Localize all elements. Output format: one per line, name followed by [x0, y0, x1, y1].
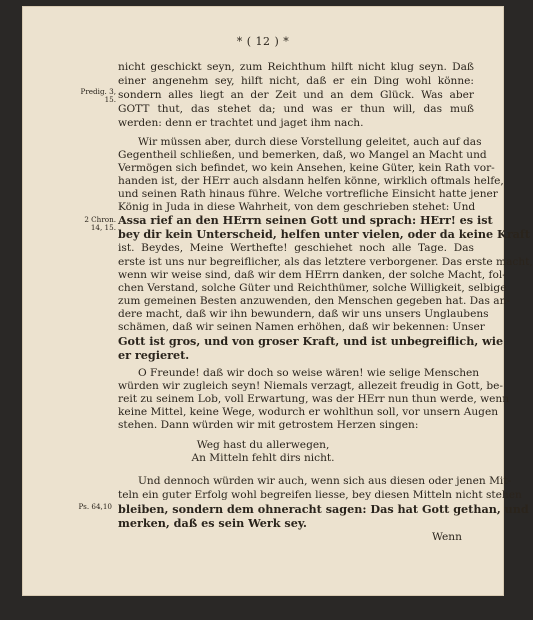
text-line: reit zu seinem Lob, voll Erwartung, was der HErr nun thun werde, wenn — [118, 393, 510, 405]
page-text — [22, 6, 533, 596]
text-line: wenn wir weise sind, daß wir dem HErrn danken, der solche Macht, fol- — [118, 269, 506, 281]
margin-note-chron: 2 Chron. 14, 15. — [84, 215, 116, 233]
verse-line: An Mitteln fehlt dirs nicht. — [191, 452, 335, 464]
text-line: handen ist, der HErr auch alsdann helfen könne, wirklich oftmals helfe, — [118, 175, 504, 187]
text-line: GOTT thut, das stehet da; und was er thun will, das muß — [118, 103, 474, 115]
margin-note-predig: Predig. 3, 15. — [80, 87, 116, 105]
text-line: bey dir kein Unterscheid, helfen unter vielen, oder da keine Kraft — [118, 227, 530, 241]
text-line: stehen. Dann würden wir mit getrostem Herzen singen: — [118, 419, 419, 431]
catchword: Wenn — [432, 531, 462, 543]
text-line: Wir müssen aber, durch diese Vorstellung geleitet, auch auf das — [138, 136, 482, 148]
verse-line: Weg hast du allerwegen, — [196, 439, 330, 451]
text-line: bleiben, sondern dem ohneracht sagen: Das hat Gott gethan, und — [118, 502, 529, 516]
text-line: er regieret. — [118, 348, 190, 362]
text-line: König in Juda in diese Wahrheit, von dem geschrieben stehet: Und — [118, 201, 476, 213]
text-line: Assa rief an den HErrn seinen Gott und sprach: HErr! es ist — [118, 213, 493, 227]
text-line: keine Mittel, keine Wege, wodurch er wohlthun soll, vor unsern Augen — [118, 406, 499, 418]
text-line: würden wir zugleich seyn! Niemals verzagt, allezeit freudig in Gott, be- — [118, 380, 503, 392]
text-line: ist. Beydes, Meine Werthefte! geschiehet noch alle Tage. Das — [118, 242, 474, 254]
page-number-header: * ( 12 ) * — [236, 35, 290, 48]
text-line: dere macht, daß wir ihn bewundern, daß wir uns unsers Unglaubens — [118, 308, 489, 320]
text-line: erste ist uns nur begreiflicher, als das letztere verborgener. Das erste macht, — [118, 256, 533, 268]
margin-note-ps: Ps. 64,10 — [78, 502, 112, 511]
text-line: O Freunde! daß wir doch so weise wären! wie selige Menschen — [138, 367, 480, 379]
text-line: und seinen Rath hinaus führe. Welche vortrefliche Einsicht hatte jener — [118, 188, 498, 200]
text-line: Gegentheil schließen, und bemerken, daß, wo Mangel an Macht und — [118, 149, 487, 161]
book-page — [22, 6, 533, 596]
text-line: chen Verstand, solche Güter und Reichthümer, solche Willigkeit, selbige — [118, 282, 507, 294]
text-line: einer angenehm sey, hilft nicht, daß er ein Ding wohl könne: — [118, 75, 474, 87]
text-line: nicht geschickt seyn, zum Reichthum hilft nicht klug seyn. Daß — [118, 61, 474, 73]
text-line: werden: denn er trachtet und jaget ihm nach. — [118, 117, 364, 129]
text-line: Vermögen sich befindet, wo kein Ansehen, keine Güter, kein Rath vor- — [118, 162, 495, 174]
text-line: Gott ist gros, und von groser Kraft, und ist unbegreiflich, wie — [118, 334, 504, 348]
text-line: zum gemeinen Besten anzuwenden, den Menschen gegeben hat. Das an- — [118, 295, 511, 307]
text-line: sondern alles liegt an der Zeit und an dem Glück. Was aber — [118, 89, 474, 101]
text-line: teln ein guter Erfolg wohl begreifen liesse, bey diesen Mitteln nicht stehen — [118, 489, 522, 501]
text-line: merken, daß es sein Werk sey. — [118, 516, 307, 530]
text-line: schämen, daß wir seinen Namen erhöhen, daß wir bekennen: Unser — [118, 321, 485, 333]
text-line: Und dennoch würden wir auch, wenn sich aus diesen oder jenen Mit- — [138, 475, 512, 487]
